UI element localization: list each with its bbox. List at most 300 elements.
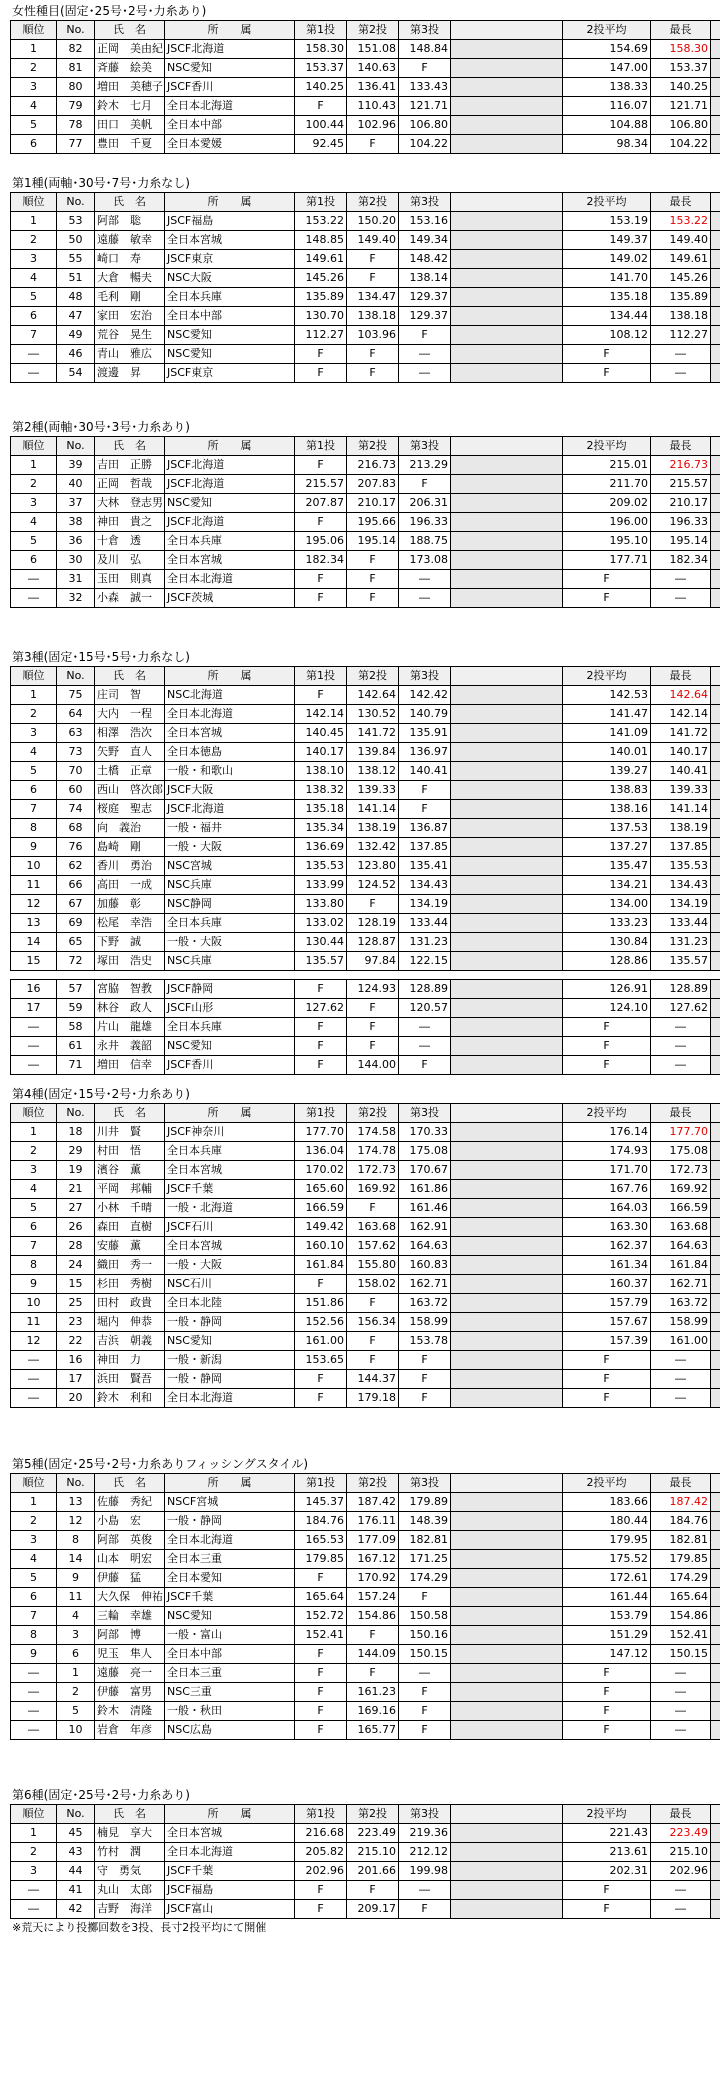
cell-throw1: 161.00 — [295, 1332, 347, 1351]
cell-average: 161.34 — [563, 1256, 651, 1275]
cell-spacer — [711, 743, 720, 762]
cell-throw2: 138.12 — [347, 762, 399, 781]
cell-throw2: 150.20 — [347, 212, 399, 231]
table-row — [11, 1313, 720, 1332]
cell-spacer — [451, 1900, 563, 1919]
cell-average: 213.61 — [563, 1843, 651, 1862]
cell-spacer — [451, 743, 563, 762]
results-table — [10, 1473, 720, 1740]
cell-throw3: F — [399, 1056, 451, 1075]
cell-no: 78 — [57, 116, 95, 135]
cell-spacer — [451, 1237, 563, 1256]
table-header-row — [11, 437, 720, 456]
cell-affiliation: 全日本兵庫 — [165, 1018, 295, 1037]
header-average: 2投平均 — [563, 1474, 651, 1493]
table-row — [11, 800, 720, 819]
cell-best: ― — [651, 1881, 711, 1900]
table-row — [11, 1370, 720, 1389]
cell-spacer — [451, 326, 563, 345]
cell-throw1: 140.45 — [295, 724, 347, 743]
cell-best: 161.00 — [651, 1332, 711, 1351]
table-row — [11, 326, 720, 345]
result-section — [10, 1457, 720, 1740]
cell-affiliation: 全日本北海道 — [165, 97, 295, 116]
cell-best: 128.89 — [651, 980, 711, 999]
cell-best: 134.19 — [651, 895, 711, 914]
cell-throw1: F — [295, 97, 347, 116]
cell-spacer — [451, 686, 563, 705]
cell-no: 27 — [57, 1199, 95, 1218]
cell-throw3: 163.72 — [399, 1294, 451, 1313]
cell-affiliation: NSC愛知 — [165, 1037, 295, 1056]
cell-average: 157.67 — [563, 1313, 651, 1332]
cell-spacer — [711, 1199, 720, 1218]
cell-spacer — [451, 1256, 563, 1275]
section-title: 第4種(固定･15号･2号･力糸あり) — [12, 1087, 190, 1101]
cell-best: ― — [651, 1018, 711, 1037]
cell-throw1: 133.02 — [295, 914, 347, 933]
cell-no: 57 — [57, 980, 95, 999]
cell-best: ― — [651, 1351, 711, 1370]
cell-spacer — [711, 475, 720, 494]
header-throw1: 第1投 — [295, 437, 347, 456]
cell-rank: 8 — [11, 1256, 57, 1275]
cell-throw2: 154.86 — [347, 1607, 399, 1626]
cell-name: 豊田 千夏 — [95, 135, 165, 154]
cell-best: 138.19 — [651, 819, 711, 838]
cell-throw1: F — [295, 1721, 347, 1740]
table-row — [11, 1275, 720, 1294]
header-throw2: 第2投 — [347, 1805, 399, 1824]
cell-average: F — [563, 1702, 651, 1721]
cell-rank: 1 — [11, 456, 57, 475]
cell-spacer — [451, 895, 563, 914]
cell-name: 相澤 浩次 — [95, 724, 165, 743]
cell-throw3: 135.41 — [399, 857, 451, 876]
cell-rank: 10 — [11, 1294, 57, 1313]
cell-spacer — [711, 1824, 720, 1843]
cell-rank: 7 — [11, 326, 57, 345]
cell-spacer — [711, 551, 720, 570]
cell-best: 139.33 — [651, 781, 711, 800]
cell-throw2: 195.66 — [347, 513, 399, 532]
cell-rank: 1 — [11, 1123, 57, 1142]
cell-throw2: 157.24 — [347, 1588, 399, 1607]
cell-average: F — [563, 1881, 651, 1900]
cell-throw3: 122.15 — [399, 952, 451, 971]
cell-affiliation: 全日本兵庫 — [165, 532, 295, 551]
table-row — [11, 1389, 720, 1408]
cell-throw1: F — [295, 1056, 347, 1075]
cell-name: 安藤 薫 — [95, 1237, 165, 1256]
cell-throw1: F — [295, 1900, 347, 1919]
cell-name: 阿部 英俊 — [95, 1531, 165, 1550]
cell-spacer — [451, 1161, 563, 1180]
table-row — [11, 135, 720, 154]
cell-spacer — [711, 1626, 720, 1645]
cell-affiliation: JSCF北海道 — [165, 513, 295, 532]
cell-no: 40 — [57, 475, 95, 494]
cell-spacer — [711, 1018, 720, 1037]
header-average: 2投平均 — [563, 193, 651, 212]
cell-throw1: 177.70 — [295, 1123, 347, 1142]
cell-throw1: F — [295, 1569, 347, 1588]
header-spacer — [451, 1474, 563, 1493]
cell-best: ― — [651, 364, 711, 383]
cell-throw1: 136.69 — [295, 838, 347, 857]
cell-best: 177.70 — [651, 1123, 711, 1142]
cell-rank: 1 — [11, 1824, 57, 1843]
table-row — [11, 1862, 720, 1881]
cell-spacer — [711, 1275, 720, 1294]
table-row — [11, 231, 720, 250]
cell-name: 田口 美帆 — [95, 116, 165, 135]
header-average: 2投平均 — [563, 437, 651, 456]
cell-name: 濱谷 薫 — [95, 1161, 165, 1180]
header-affiliation: 所 属 — [165, 1104, 295, 1123]
header-throw3: 第3投 — [399, 1104, 451, 1123]
cell-rank: 7 — [11, 1607, 57, 1626]
header-best: 最長 — [651, 1474, 711, 1493]
cell-average: F — [563, 345, 651, 364]
cell-name: 大内 一程 — [95, 705, 165, 724]
cell-throw1: 138.10 — [295, 762, 347, 781]
cell-best: ― — [651, 1037, 711, 1056]
cell-throw3: 148.84 — [399, 40, 451, 59]
cell-spacer — [711, 231, 720, 250]
cell-spacer — [451, 1218, 563, 1237]
cell-name: 及川 弘 — [95, 551, 165, 570]
cell-average: 142.53 — [563, 686, 651, 705]
cell-average: 164.03 — [563, 1199, 651, 1218]
cell-no: 48 — [57, 288, 95, 307]
cell-throw3: F — [399, 1721, 451, 1740]
header-throw1: 第1投 — [295, 1474, 347, 1493]
cell-no: 9 — [57, 1569, 95, 1588]
cell-name: 田村 政貴 — [95, 1294, 165, 1313]
cell-affiliation: JSCF福島 — [165, 212, 295, 231]
table-row — [11, 1588, 720, 1607]
table-row — [11, 250, 720, 269]
cell-rank: 12 — [11, 1332, 57, 1351]
cell-throw3: F — [399, 800, 451, 819]
cell-name: 鈴木 清隆 — [95, 1702, 165, 1721]
cell-spacer — [451, 999, 563, 1018]
cell-no: 70 — [57, 762, 95, 781]
cell-no: 37 — [57, 494, 95, 513]
table-row — [11, 269, 720, 288]
cell-best: 169.92 — [651, 1180, 711, 1199]
cell-throw1: 135.34 — [295, 819, 347, 838]
cell-name: 遠藤 敏幸 — [95, 231, 165, 250]
cell-best: ― — [651, 1721, 711, 1740]
cell-spacer — [711, 1493, 720, 1512]
cell-affiliation: NSC愛知 — [165, 326, 295, 345]
cell-spacer — [451, 933, 563, 952]
cell-throw3: 153.78 — [399, 1332, 451, 1351]
cell-spacer — [451, 212, 563, 231]
cell-affiliation: NSC大阪 — [165, 269, 295, 288]
cell-average: 141.70 — [563, 269, 651, 288]
cell-no: 32 — [57, 589, 95, 608]
cell-best: 135.53 — [651, 857, 711, 876]
cell-throw3: 170.33 — [399, 1123, 451, 1142]
cell-throw2: 179.18 — [347, 1389, 399, 1408]
results-table — [10, 666, 720, 1075]
cell-name: 杉田 秀樹 — [95, 1275, 165, 1294]
table-row — [11, 1550, 720, 1569]
cell-rank: 6 — [11, 1218, 57, 1237]
cell-best: 166.59 — [651, 1199, 711, 1218]
separator-cell — [11, 971, 720, 980]
cell-best: 165.64 — [651, 1588, 711, 1607]
cell-rank: 9 — [11, 838, 57, 857]
header-no: No. — [57, 437, 95, 456]
cell-average: F — [563, 1664, 651, 1683]
cell-name: 家田 宏治 — [95, 307, 165, 326]
cell-average: 183.66 — [563, 1493, 651, 1512]
cell-throw3: F — [399, 326, 451, 345]
cell-best: 142.64 — [651, 686, 711, 705]
cell-best: 163.68 — [651, 1218, 711, 1237]
cell-rank: 8 — [11, 819, 57, 838]
cell-average: 209.02 — [563, 494, 651, 513]
cell-affiliation: 全日本宮城 — [165, 1237, 295, 1256]
cell-spacer — [451, 1550, 563, 1569]
cell-affiliation: NSCF宮城 — [165, 1493, 295, 1512]
cell-spacer — [711, 345, 720, 364]
cell-throw3: 134.43 — [399, 876, 451, 895]
cell-no: 54 — [57, 364, 95, 383]
table-row — [11, 1900, 720, 1919]
cell-spacer — [711, 876, 720, 895]
cell-throw3: F — [399, 781, 451, 800]
cell-spacer — [711, 589, 720, 608]
cell-spacer — [451, 1123, 563, 1142]
cell-rank: ― — [11, 1351, 57, 1370]
cell-rank: ― — [11, 1721, 57, 1740]
cell-spacer — [451, 1702, 563, 1721]
cell-spacer — [451, 59, 563, 78]
cell-name: 竹村 潤 — [95, 1843, 165, 1862]
cell-throw2: F — [347, 570, 399, 589]
table-row — [11, 1664, 720, 1683]
cell-no: 61 — [57, 1037, 95, 1056]
header-rank: 順位 — [11, 21, 57, 40]
header-name: 氏 名 — [95, 667, 165, 686]
cell-name: 塚田 浩史 — [95, 952, 165, 971]
cell-affiliation: 全日本北海道 — [165, 1389, 295, 1408]
cell-rank: 12 — [11, 895, 57, 914]
cell-name: 玉田 則真 — [95, 570, 165, 589]
cell-no: 5 — [57, 1702, 95, 1721]
cell-throw2: 132.42 — [347, 838, 399, 857]
cell-name: 正岡 哲哉 — [95, 475, 165, 494]
table-row — [11, 116, 720, 135]
cell-spacer — [711, 78, 720, 97]
cell-rank: 6 — [11, 551, 57, 570]
cell-affiliation: NSC愛知 — [165, 494, 295, 513]
cell-affiliation: NSC愛知 — [165, 1607, 295, 1626]
cell-name: 守 勇気 — [95, 1862, 165, 1881]
cell-spacer — [711, 364, 720, 383]
cell-average: 134.44 — [563, 307, 651, 326]
cell-affiliation: JSCF茨城 — [165, 589, 295, 608]
cell-best: 195.14 — [651, 532, 711, 551]
cell-name: 神田 貴之 — [95, 513, 165, 532]
header-average: 2投平均 — [563, 1805, 651, 1824]
cell-throw1: 151.86 — [295, 1294, 347, 1313]
cell-average: 179.95 — [563, 1531, 651, 1550]
cell-throw1: 182.34 — [295, 551, 347, 570]
cell-spacer — [711, 819, 720, 838]
cell-throw2: F — [347, 1664, 399, 1683]
cell-throw2: F — [347, 551, 399, 570]
cell-name: 矢野 直人 — [95, 743, 165, 762]
cell-best: 145.26 — [651, 269, 711, 288]
cell-throw2: 102.96 — [347, 116, 399, 135]
cell-rank: ― — [11, 1881, 57, 1900]
cell-best: ― — [651, 1664, 711, 1683]
cell-spacer — [451, 800, 563, 819]
cell-throw1: 170.02 — [295, 1161, 347, 1180]
cell-spacer — [711, 1389, 720, 1408]
cell-spacer — [451, 1180, 563, 1199]
cell-spacer — [711, 1588, 720, 1607]
table-row — [11, 40, 720, 59]
cell-affiliation: 一般・静岡 — [165, 1370, 295, 1389]
table-row — [11, 999, 720, 1018]
table-row — [11, 933, 720, 952]
cell-affiliation: 一般・福井 — [165, 819, 295, 838]
cell-spacer — [451, 1824, 563, 1843]
cell-throw3: 161.46 — [399, 1199, 451, 1218]
cell-spacer — [711, 1862, 720, 1881]
cell-throw3: 206.31 — [399, 494, 451, 513]
cell-affiliation: 全日本中部 — [165, 1645, 295, 1664]
cell-throw3: F — [399, 1900, 451, 1919]
cell-no: 6 — [57, 1645, 95, 1664]
cell-average: 135.47 — [563, 857, 651, 876]
cell-rank: 7 — [11, 1237, 57, 1256]
cell-rank: 4 — [11, 513, 57, 532]
table-row — [11, 1332, 720, 1351]
cell-spacer — [711, 686, 720, 705]
cell-average: 177.71 — [563, 551, 651, 570]
cell-rank: 1 — [11, 686, 57, 705]
cell-name: 松尾 幸浩 — [95, 914, 165, 933]
cell-average: 163.30 — [563, 1218, 651, 1237]
cell-throw3: 153.16 — [399, 212, 451, 231]
cell-name: 宮脇 智教 — [95, 980, 165, 999]
cell-throw3: ― — [399, 1664, 451, 1683]
cell-throw1: 140.17 — [295, 743, 347, 762]
cell-spacer — [451, 1493, 563, 1512]
cell-spacer — [711, 1351, 720, 1370]
cell-spacer — [711, 250, 720, 269]
cell-affiliation: JSCF大阪 — [165, 781, 295, 800]
result-section — [10, 4, 720, 154]
cell-no: 71 — [57, 1056, 95, 1075]
cell-throw3: 199.98 — [399, 1862, 451, 1881]
cell-rank: 3 — [11, 1862, 57, 1881]
cell-best: ― — [651, 1683, 711, 1702]
cell-spacer — [711, 1056, 720, 1075]
cell-best: 104.22 — [651, 135, 711, 154]
section-title: 第2種(両軸･30号･3号･力糸あり) — [12, 420, 190, 434]
cell-best: 172.73 — [651, 1161, 711, 1180]
cell-spacer — [451, 532, 563, 551]
cell-rank: 5 — [11, 288, 57, 307]
cell-no: 25 — [57, 1294, 95, 1313]
cell-best: 161.84 — [651, 1256, 711, 1275]
cell-affiliation: 全日本北海道 — [165, 1843, 295, 1862]
cell-spacer — [711, 326, 720, 345]
cell-best: 196.33 — [651, 513, 711, 532]
cell-spacer — [451, 1588, 563, 1607]
cell-average: 202.31 — [563, 1862, 651, 1881]
header-throw2: 第2投 — [347, 437, 399, 456]
cell-name: 青山 雅広 — [95, 345, 165, 364]
header-throw3: 第3投 — [399, 1474, 451, 1493]
table-row — [11, 686, 720, 705]
table-row — [11, 1199, 720, 1218]
cell-name: 下野 誠 — [95, 933, 165, 952]
cell-rank: 2 — [11, 1843, 57, 1862]
cell-throw3: 170.67 — [399, 1161, 451, 1180]
cell-throw3: 129.37 — [399, 307, 451, 326]
cell-throw2: 140.63 — [347, 59, 399, 78]
table-row — [11, 1123, 720, 1142]
cell-name: 織田 秀一 — [95, 1256, 165, 1275]
cell-best: 175.08 — [651, 1142, 711, 1161]
cell-rank: ― — [11, 1037, 57, 1056]
cell-no: 69 — [57, 914, 95, 933]
cell-no: 80 — [57, 78, 95, 97]
cell-affiliation: 全日本三重 — [165, 1550, 295, 1569]
cell-best: ― — [651, 345, 711, 364]
cell-throw1: 138.32 — [295, 781, 347, 800]
cell-affiliation: 全日本北海道 — [165, 570, 295, 589]
header-average: 2投平均 — [563, 667, 651, 686]
cell-best: 164.63 — [651, 1237, 711, 1256]
cell-average: 180.44 — [563, 1512, 651, 1531]
cell-no: 79 — [57, 97, 95, 116]
cell-throw2: F — [347, 895, 399, 914]
cell-affiliation: 全日本徳島 — [165, 743, 295, 762]
header-name: 氏 名 — [95, 21, 165, 40]
cell-throw2: 157.62 — [347, 1237, 399, 1256]
cell-throw2: 155.80 — [347, 1256, 399, 1275]
header-throw1: 第1投 — [295, 1104, 347, 1123]
cell-throw2: F — [347, 269, 399, 288]
cell-throw3: 150.15 — [399, 1645, 451, 1664]
cell-throw1: F — [295, 513, 347, 532]
cell-best: 106.80 — [651, 116, 711, 135]
cell-average: 149.37 — [563, 231, 651, 250]
table-header-row — [11, 1805, 720, 1824]
cell-spacer — [451, 781, 563, 800]
cell-no: 1 — [57, 1664, 95, 1683]
cell-throw1: 179.85 — [295, 1550, 347, 1569]
table-row — [11, 1607, 720, 1626]
cell-best: 202.96 — [651, 1862, 711, 1881]
cell-throw1: F — [295, 980, 347, 999]
cell-throw2: 156.34 — [347, 1313, 399, 1332]
cell-spacer — [711, 570, 720, 589]
cell-spacer — [451, 1275, 563, 1294]
cell-no: 63 — [57, 724, 95, 743]
